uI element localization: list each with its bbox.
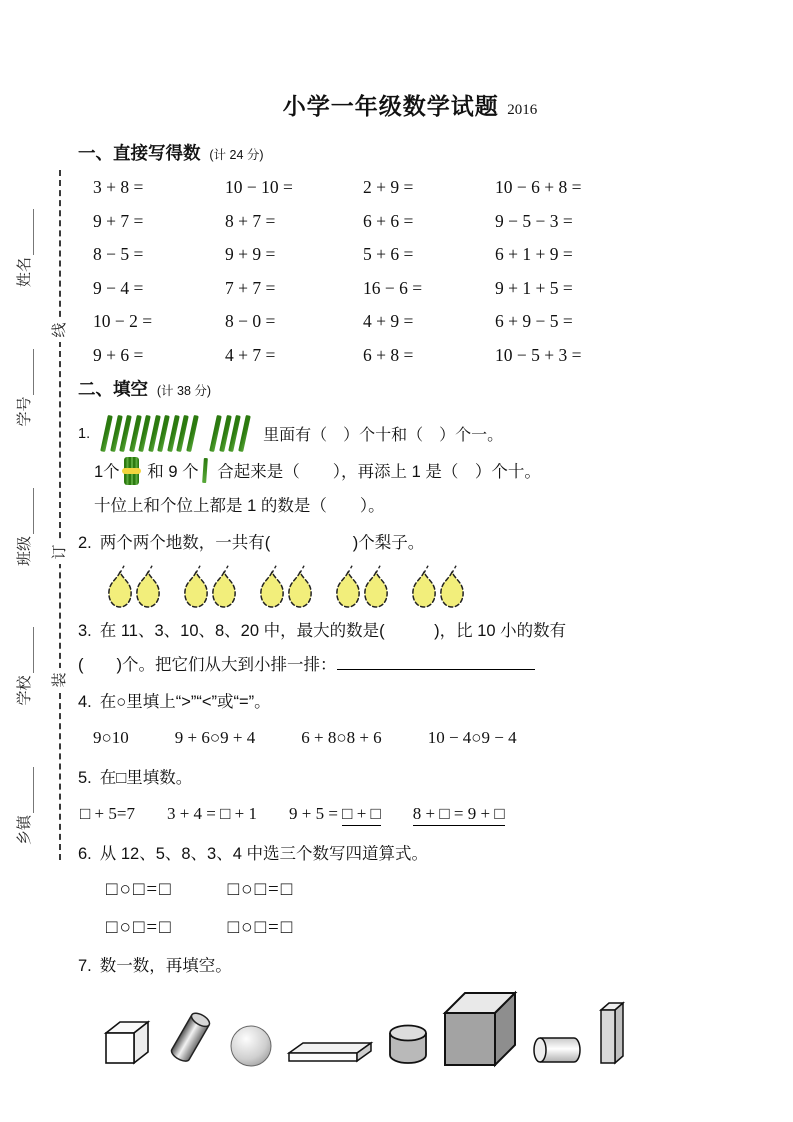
margin-field-blank xyxy=(19,209,34,255)
arith-problem: 4 + 7 = xyxy=(225,344,276,365)
arith-problem: 10 − 10 = xyxy=(225,177,293,197)
problem-3-number: 3. xyxy=(78,621,92,640)
cube-icon xyxy=(100,1015,152,1069)
fill-box-equation xyxy=(413,799,505,829)
margin-field-label: 学号 xyxy=(16,396,33,427)
binding-char: 订 xyxy=(48,540,72,564)
problem-7-question: 数一数，再填空。 xyxy=(99,956,232,975)
problem-5-equations xyxy=(80,799,742,829)
title-year: 2016 xyxy=(507,102,538,118)
section1-points: (计 24 分) xyxy=(209,148,264,162)
problem-4-equations xyxy=(93,723,742,753)
problem-3-line2 xyxy=(78,650,742,680)
arith-problem: 5 + 6 = xyxy=(363,244,414,265)
problem-6-equation-templates xyxy=(106,879,742,939)
problem-2-number: 2. xyxy=(78,533,92,552)
problem-4-number: 4. xyxy=(78,692,92,711)
sticks-group-four-icon xyxy=(213,413,251,455)
arith-problem: 9 − 4 = xyxy=(93,277,144,298)
arith-problem: 6 + 8 = xyxy=(363,344,414,365)
compare-equation: 6 + 8○8 + 6 xyxy=(301,727,382,747)
arith-problem: 2 + 9 = xyxy=(363,177,414,197)
problem-1-line-b-pre: 1个 xyxy=(94,462,120,481)
margin-field xyxy=(13,767,34,845)
section2-heading xyxy=(78,377,742,403)
pear-icon xyxy=(360,562,392,610)
arith-problem: 9 + 1 + 5 = xyxy=(495,277,573,298)
equation-template: □○□=□ xyxy=(227,878,295,900)
cylinder-horizontal-icon xyxy=(528,1031,586,1069)
title-text: 小学一年级数学试题 xyxy=(282,93,499,119)
problem-3-question-cont: ( )个。把它们从大到小排一排： xyxy=(78,655,337,674)
problem-1-line-b-post: 合起来是（ ），再添上 1 是（ ）个十。 xyxy=(217,462,541,481)
equation-template: □○□=□ xyxy=(227,916,295,938)
arith-problem: 6 + 9 − 5 = xyxy=(495,311,573,332)
solid-shapes-row xyxy=(100,987,742,1069)
section1-heading xyxy=(78,141,742,167)
arith-problem: 16 − 6 = xyxy=(363,277,423,298)
student-info-margin xyxy=(8,209,34,845)
underlined-part: □ + □ xyxy=(342,804,381,826)
arith-problem: 7 + 7 = xyxy=(225,277,276,298)
arith-problem: 9 + 6 = xyxy=(93,344,144,365)
binding-dashed-line xyxy=(59,170,61,860)
problem-3-question: 在 11、3、10、8、20 中，最大的数是( )，比 10 小的数有 xyxy=(99,621,567,640)
problem-5-text xyxy=(78,763,742,793)
problem-1-line-a-text: 里面有（ ）个十和（ ）个一。 xyxy=(263,427,504,445)
arith-problem: 9 − 5 − 3 = xyxy=(495,210,573,231)
margin-field xyxy=(13,209,34,287)
pear-row xyxy=(104,562,742,610)
compare-equation: 9○10 xyxy=(93,727,129,747)
margin-field-blank xyxy=(19,767,34,813)
margin-field xyxy=(13,349,34,427)
cylinder-short-icon xyxy=(384,1017,432,1069)
problem-6-question: 从 12、5、8、3、4 中选三个数写四道算式。 xyxy=(99,844,428,863)
binding-char: 装 xyxy=(48,668,72,692)
margin-field-label: 学校 xyxy=(16,675,33,706)
problem-5-question: 在□里填数。 xyxy=(99,768,193,787)
pear-icon xyxy=(284,562,316,610)
fill-box-equation: □ + 5=7 xyxy=(80,803,135,823)
pear-icon xyxy=(132,562,164,610)
margin-field-label: 姓名 xyxy=(16,257,33,288)
problem-6-text xyxy=(78,839,742,869)
problem-1-line-c: 十位上和个位上都是 1 的数是（ ）。 xyxy=(94,496,385,515)
problem-1-line-b-mid: 和 9 个 xyxy=(147,462,199,481)
equation-template: □○□=□ xyxy=(106,916,173,938)
arith-problem: 9 + 7 = xyxy=(93,210,144,231)
pear-pair xyxy=(332,562,392,610)
section2-title: 二、填空 xyxy=(78,378,148,399)
fill-box-equation xyxy=(289,799,381,829)
equation-template: □○□=□ xyxy=(106,878,173,900)
stick-bundle-icon xyxy=(124,457,139,485)
margin-field xyxy=(13,628,34,706)
section2-points: (计 38 分) xyxy=(156,383,212,398)
equation-prefix: 9 + 5 = xyxy=(288,803,343,823)
problem-1-number: 1. xyxy=(78,425,91,442)
problem-2-text xyxy=(78,528,742,558)
page-title xyxy=(78,90,742,126)
single-stick-icon xyxy=(202,457,208,482)
problem-1-line-b xyxy=(94,457,742,487)
fill-box-equation: 3 + 4 = □ + 1 xyxy=(166,803,257,823)
section1-title: 一、直接写得数 xyxy=(78,143,201,163)
cuboid-tall-icon xyxy=(595,999,629,1069)
problem-5-number: 5. xyxy=(78,768,92,787)
pear-pair xyxy=(180,562,240,610)
pear-pair xyxy=(256,562,316,610)
arithmetic-grid xyxy=(93,171,742,373)
problem-4-text xyxy=(78,687,742,717)
pear-icon xyxy=(208,562,240,610)
margin-field-blank xyxy=(19,488,34,534)
pear-pair xyxy=(104,562,164,610)
cuboid-flat-icon xyxy=(283,1031,375,1069)
arith-problem: 10 − 5 + 3 = xyxy=(495,344,582,365)
margin-field xyxy=(13,488,34,566)
compare-equation: 9 + 6○9 + 4 xyxy=(174,727,256,747)
arith-problem: 9 + 9 = xyxy=(225,244,276,265)
answer-blank-line xyxy=(337,650,535,669)
pear-pair xyxy=(408,562,468,610)
problem-2-question: 两个两个地数，一共有( )个梨子。 xyxy=(99,533,425,552)
sphere-icon xyxy=(228,1021,274,1069)
arith-problem: 3 + 8 = xyxy=(93,177,144,197)
margin-field-label: 班级 xyxy=(16,536,33,567)
pear-icon xyxy=(436,562,468,610)
cube-large-icon xyxy=(441,987,519,1069)
margin-field-label: 乡镇 xyxy=(16,814,33,845)
margin-field-blank xyxy=(19,628,34,674)
arith-problem: 8 − 5 = xyxy=(93,244,144,265)
cylinder-tilted-icon xyxy=(161,1007,219,1069)
sticks-bundle-ten-icon xyxy=(104,413,199,455)
arith-problem: 6 + 1 + 9 = xyxy=(495,244,573,265)
arith-problem: 8 − 0 = xyxy=(225,311,276,332)
underlined-part: 8 + □ = 9 + □ xyxy=(413,804,505,826)
margin-field-blank xyxy=(19,349,34,395)
compare-equation: 10 − 4○9 − 4 xyxy=(427,727,517,747)
binding-char: 线 xyxy=(48,318,72,342)
problem-7-number: 7. xyxy=(78,956,92,975)
arith-problem: 10 − 6 + 8 = xyxy=(495,177,582,197)
arith-problem: 10 − 2 = xyxy=(93,311,153,332)
problem-1-line-a xyxy=(78,411,742,457)
problem-6-number: 6. xyxy=(78,844,92,863)
arith-problem: 4 + 9 = xyxy=(363,311,414,332)
problem-3-line1 xyxy=(78,616,742,646)
paper-content xyxy=(78,90,742,1069)
problem-4-question: 在○里填上“>”“<”或“=”。 xyxy=(99,692,271,711)
arith-problem: 6 + 6 = xyxy=(363,210,414,231)
problem-7-text xyxy=(78,951,742,981)
arith-problem: 8 + 7 = xyxy=(225,210,276,231)
